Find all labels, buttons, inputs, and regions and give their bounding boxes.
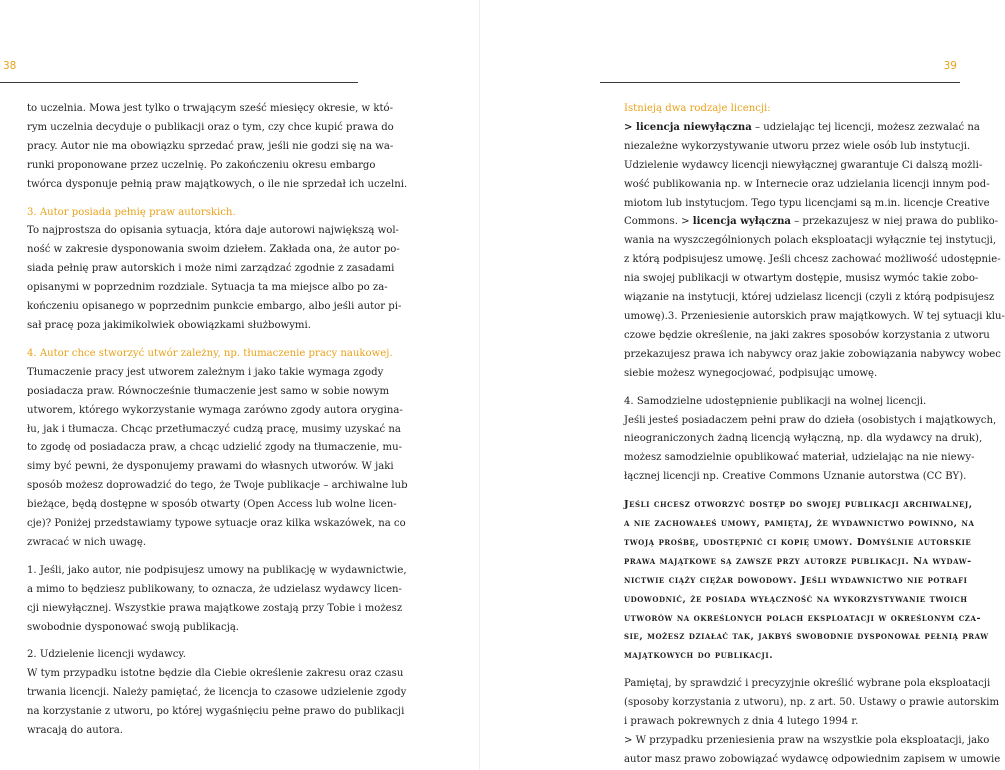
text-line: udowodnić, że posiada wyłączność na wykorzystywanie twoich (624, 593, 968, 605)
left-page (0, 0, 480, 770)
callout-smallcaps (624, 496, 989, 666)
spacer (27, 553, 367, 562)
header-rule-left (0, 82, 358, 83)
text-line: utworów na określonych polach eksploatacji w określonym cza- (624, 612, 982, 624)
text-line: Pamiętaj, by sprawdzić i precyzyjnie określić wybrane pola eksploatacji (624, 678, 991, 690)
text-line: simy być pewni, że dysponujemy prawami do własnych utworów. W jaki (27, 461, 394, 473)
text-line: swobodnie dysponować swoją publikacją. (27, 621, 240, 633)
text-line: To najprostsza do opisania sytuacja, która daje autorowi największą wol- (27, 225, 399, 237)
text-line: opisanymi w poprzednim rozdziale. Sytuacja ta ma miejsce albo po za- (27, 282, 388, 294)
text-line: W tym przypadku istotne będzie dla Ciebie określenie zakresu oraz czasu (27, 668, 404, 680)
text-line: kończeniu opisanego w poprzednim punkcie embargo, albo jeśli autor pi- (27, 301, 402, 313)
text-line: miotom lub instytucjom. Tego typu licencjami są m.in. licencje Creative (624, 197, 990, 209)
text-line: wracają do autora. (27, 725, 123, 737)
term-exclusive-license: licencja wyłączna (692, 216, 791, 228)
list-item-1 (27, 562, 407, 638)
page-number-right: 39 (943, 60, 957, 72)
text-line: przekazujesz prawa ich nabywcy oraz jakie zobowiązania nabywcy wobec (624, 348, 1001, 360)
text-line (624, 213, 999, 232)
spacer (624, 666, 944, 675)
text-line: łącznej licencji np. Creative Commons Uznanie autorstwa (CC BY). (624, 471, 967, 483)
text-line: wania na wyszczególnionych polach eksploatacji wyłącznie tej instytucji, (624, 235, 997, 247)
text-line: wość publikowania np. w Internecie oraz udzielania licencji innym pod- (624, 178, 990, 190)
section-heading-4: 4. Autor chce stworzyć utwór zależny, np. tłumaczenie pracy naukowej. (27, 347, 393, 359)
text-line: Udzielenie wydawcy licencji niewyłącznej gwarantuje Ci dalszą możli- (624, 159, 983, 171)
paragraph-exploitation-fields (624, 675, 1001, 770)
term-nonexclusive-license: licencja niewyłączna (635, 121, 752, 133)
text-line: trwania licencji. Należy pamiętać, że licencja to czasowe udzielenie zgody (27, 687, 407, 699)
text-line: 1. Jeśli, jako autor, nie podpisujesz umowy na publikację w wydawnictwie, (27, 564, 407, 576)
list-item-title: 2. Udzielenie licencji wydawcy. (27, 649, 186, 661)
text-line: twoją prośbę, udostępnić ci kopię umowy. Domyślnie autorskie (624, 536, 972, 548)
text-line: sał pracę poza jakimikolwiek obowiązkami służbowymi. (27, 319, 311, 331)
text-line: Tłumaczenie pracy jest utworem zależnym i jako takie wymaga zgody (27, 366, 384, 378)
spacer (27, 195, 367, 204)
text-line: z którą podpisujesz umowę. Jeśli chcesz zachować możliwość udostępnie- (624, 254, 1001, 266)
text-fragment: Commons. > (624, 216, 693, 228)
text-line: autor masz prawo zobowiązać wydawcę odpowiednim zapisem w umowie (624, 753, 1001, 765)
text-line: możesz samodzielnie opublikować materiał, udzielając na nie niewy- (624, 452, 975, 464)
text-line: siada pełnię praw autorskich i może nimi zarządzać zgodnie z zasadami (27, 263, 395, 275)
text-line: > W przypadku przeniesienia praw na wszystkie pola eksploatacji, jako (624, 735, 990, 746)
spacer (624, 487, 944, 496)
text-line: a mimo to będziesz publikowany, to oznacza, że udzielasz wydawcy licen- (27, 583, 402, 595)
text-line: cji niewyłącznej. Wszystkie prawa majątkowe zostają przy Tobie i możesz (27, 602, 403, 614)
paragraph-license-types (624, 119, 1005, 384)
text-line (624, 119, 980, 138)
text-line: łu, jak i tłumacza. Chcąc przetłumaczyć cudzą pracę, musimy uzyskać na (27, 423, 401, 435)
text-line: czowe będzie określenie, na jaki zakres sposobów korzystania z utworu (624, 329, 990, 341)
text-fragment: – przekazujesz w niej prawa do publiko- (790, 216, 999, 228)
paragraph-full-rights (27, 222, 402, 335)
text-line: zwracać w nich uwagę. (27, 536, 147, 548)
text-line: Jeśli jesteś posiadaczem pełni praw do dzieła (osobistych i majątkowych, (624, 414, 997, 426)
license-types-heading: Istnieją dwa rodzaje licencji: (624, 103, 771, 114)
text-line: rym uczelnia decyduje o publikacji oraz o tym, czy chce kupić prawa do (27, 121, 394, 133)
spacer (27, 637, 367, 646)
right-text-column (624, 100, 1005, 770)
text-line: umowę).3. Przeniesienie autorskich praw majątkowych. W tej sytuacji klu- (624, 310, 1005, 322)
text-line: niezależne wykorzystywanie utworu przez wiele osób lub instytucji. (624, 140, 971, 152)
text-line: posiadacza praw. Równocześnie tłumaczenie jest samo w sobie nowym (27, 385, 390, 397)
bullet-marker: > (624, 121, 636, 133)
list-item-4 (624, 393, 997, 488)
text-line: 4. Samodzielne udostępnienie publikacji na wolnej licencji. (624, 395, 927, 407)
text-line: utworem, którego wykorzystanie wymaga zarówno zgody autora orygina- (27, 404, 403, 416)
text-line: nieograniczonych żadną licencją wyłączną, np. dla wydawcy na druk), (624, 433, 983, 445)
spacer (624, 384, 944, 393)
left-text-column (27, 100, 408, 741)
paragraph-translation (27, 364, 408, 553)
text-line: nictwie ciąży ciężar dowodowy. Jeśli wydawnictwo nie potrafi (624, 574, 968, 586)
text-line: to uczelnia. Mowa jest tylko o trwającym sześć miesięcy okresie, w któ- (27, 103, 394, 114)
text-line: pracy. Autor nie ma obowiązku sprzedać praw, jeśli nie godzi się na wa- (27, 140, 394, 152)
paragraph-embargo (27, 100, 408, 195)
list-item-2 (27, 646, 407, 741)
text-line: cje)? Poniżej przedstawiamy typowe sytuacje oraz kilka wskazówek, na co (27, 518, 406, 530)
text-line: i prawach pokrewnych z dnia 4 lutego 1994 r. (624, 716, 859, 728)
text-line: runki proponowane przez uczelnię. Po zakończeniu okresu embargo (27, 159, 376, 171)
text-line: wiązanie na instytucji, której udzielasz licencji (czyli z którą podpisujesz (624, 292, 995, 304)
text-line: sie, możesz działać tak, jakbyś swobodnie dysponował pełnią praw (624, 631, 989, 643)
text-line: sposób możesz doprowadzić do tego, że Twoje publikacje – archiwalne lub (27, 480, 408, 492)
text-line: na korzystanie z utworu, po której wygaśnięciu pełne prawo do publikacji (27, 706, 405, 718)
text-line: a nie zachowałeś umowy, pamiętaj, że wydawnictwo powinno, na (624, 518, 975, 530)
header-rule-right (600, 82, 960, 83)
text-line: bieżące, będą dostępne w sposób otwarty (Open Access lub wolne licen- (27, 499, 397, 511)
right-page (480, 0, 1005, 770)
text-fragment: – udzielając tej licencji, możesz zezwalać na (751, 121, 980, 133)
text-line: prawa majątkowe są zawsze przy autorze publikacji. Na wydaw- (624, 555, 972, 567)
text-line: siebie możesz wynegocjować, podpisując umowę. (624, 367, 878, 379)
text-line: nia swojej publikacji w otwartym dostępie, musisz wymóc takie zobo- (624, 273, 979, 285)
text-line: ność w zakresie dysponowania swoim dziełem. Zakłada ona, że autor po- (27, 244, 400, 256)
spacer (27, 336, 367, 345)
text-line: twórca dysponuje pełnią praw majątkowych, o ile nie sprzedał ich uczelni. (27, 178, 408, 190)
text-line: majątkowych do publikacji. (624, 650, 774, 662)
text-line: (sposoby korzystania z utworu), np. z art. 50. Ustawy o prawie autorskim (624, 697, 1000, 709)
section-heading-3: 3. Autor posiada pełnię praw autorskich. (27, 206, 236, 218)
text-line: to zgodę od posiadacza praw, a chcąc udzielić zgody na tłumaczenie, mu- (27, 442, 403, 454)
page-number-left: 38 (3, 60, 17, 72)
text-line: Jeśli chcesz otworzyć dostęp do swojej publikacji archiwalnej, (624, 499, 973, 511)
